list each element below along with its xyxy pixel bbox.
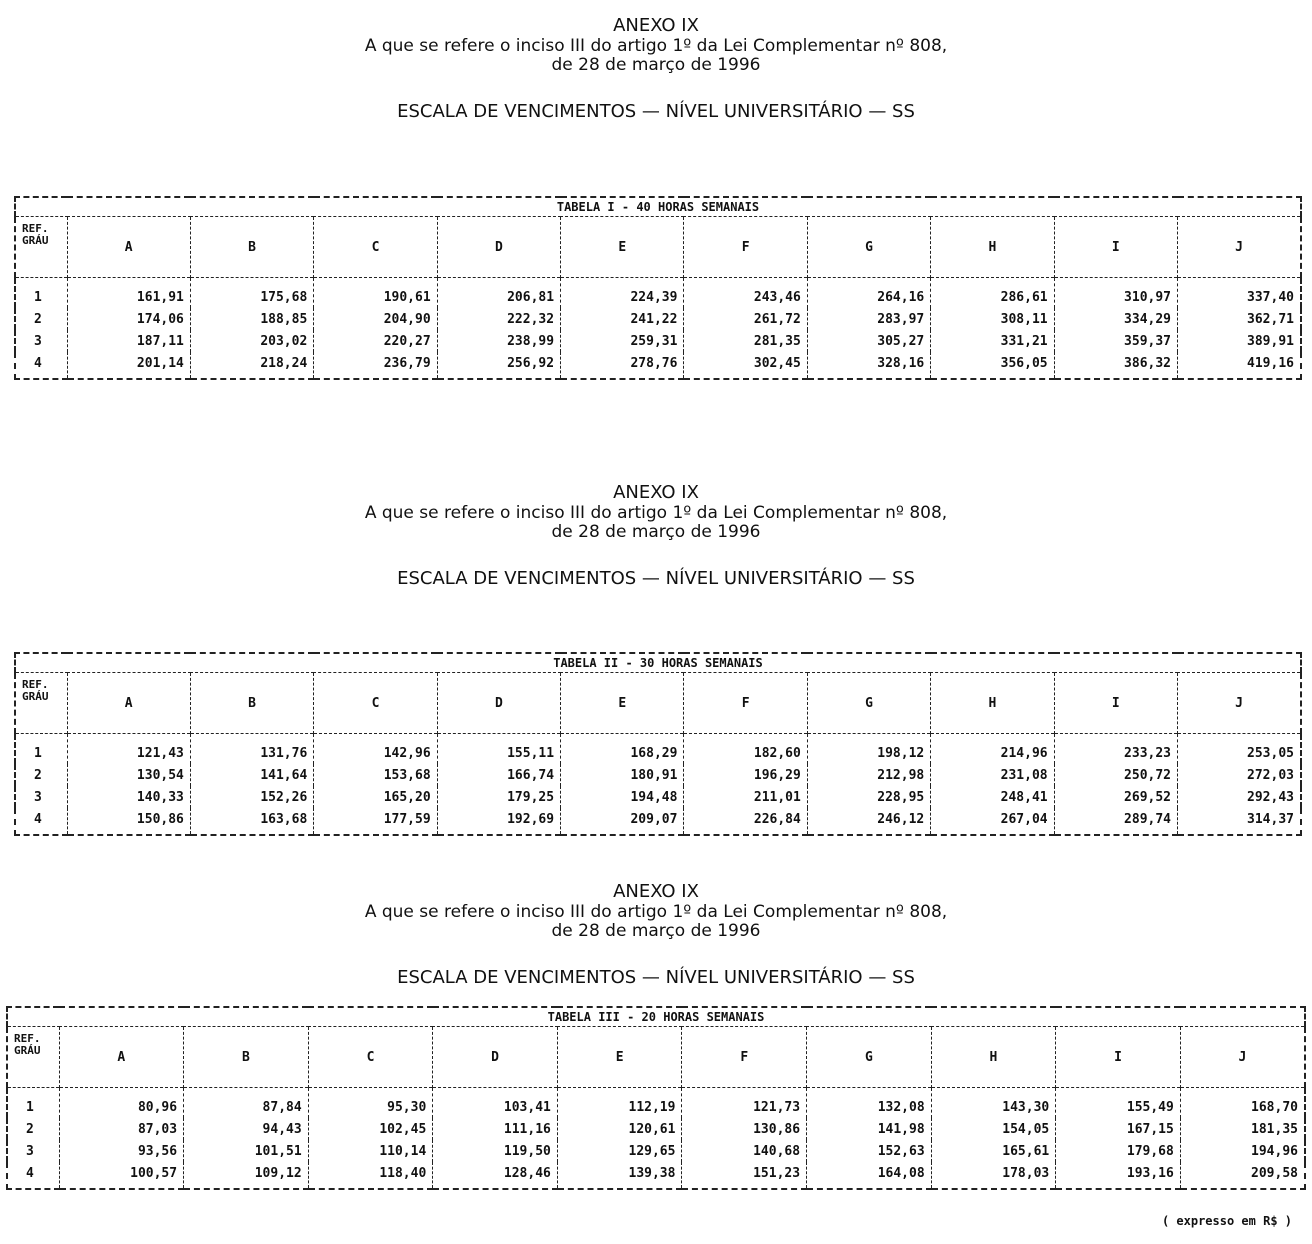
value-cell: 218,24 (190, 352, 313, 379)
reference-line-1: A que se refere o inciso III do artigo 1º da Lei Complementar nº 808, (364, 35, 948, 56)
grau-cell: 1 (15, 734, 67, 765)
value-cell: 110,14 (308, 1140, 433, 1162)
value-cell: 166,74 (437, 764, 560, 786)
grau-cell: 2 (15, 308, 67, 330)
table-row (7, 1118, 1305, 1140)
value-cell: 286,61 (931, 278, 1054, 309)
scale-title: ESCALA DE VENCIMENTOS — NÍVEL UNIVERSITÁRIO — SS (397, 966, 915, 988)
value-cell: 164,08 (807, 1162, 932, 1189)
table-row (15, 734, 1301, 765)
table-row (15, 330, 1301, 352)
value-cell: 272,03 (1178, 764, 1301, 786)
value-cell: 187,11 (67, 330, 190, 352)
value-cell: 233,23 (1054, 734, 1177, 765)
grau-cell: 4 (15, 352, 67, 379)
value-cell: 155,11 (437, 734, 560, 765)
value-cell: 250,72 (1054, 764, 1177, 786)
value-cell: 179,25 (437, 786, 560, 808)
annex-title: ANEXO IX (613, 15, 699, 36)
value-cell: 305,27 (807, 330, 930, 352)
value-cell: 141,64 (190, 764, 313, 786)
value-cell: 201,14 (67, 352, 190, 379)
reference-line-2: de 28 de março de 1996 (551, 522, 761, 543)
value-cell: 267,04 (931, 808, 1054, 835)
column-header: D (433, 1027, 558, 1088)
value-cell: 261,72 (684, 308, 807, 330)
value-cell: 143,30 (931, 1088, 1056, 1119)
grau-cell: 3 (15, 330, 67, 352)
value-cell: 231,08 (931, 764, 1054, 786)
value-cell: 253,05 (1178, 734, 1301, 765)
value-cell: 243,46 (684, 278, 807, 309)
value-cell: 238,99 (437, 330, 560, 352)
salary-table-1 (14, 196, 1302, 380)
column-header: F (684, 217, 807, 278)
value-cell: 154,05 (931, 1118, 1056, 1140)
currency-footnote: ( expresso em R$ ) (1161, 1214, 1292, 1228)
column-header: F (682, 1027, 807, 1088)
value-cell: 119,50 (433, 1140, 558, 1162)
value-cell: 139,38 (557, 1162, 682, 1189)
value-cell: 167,15 (1056, 1118, 1181, 1140)
table-row (7, 1162, 1305, 1189)
value-cell: 163,68 (190, 808, 313, 835)
value-cell: 103,41 (433, 1088, 558, 1119)
value-cell: 153,68 (314, 764, 437, 786)
value-cell: 194,96 (1180, 1140, 1305, 1162)
ref-grau-header: REF. GRÁU (15, 673, 67, 734)
value-cell: 292,43 (1178, 786, 1301, 808)
value-cell: 120,61 (557, 1118, 682, 1140)
value-cell: 204,90 (314, 308, 437, 330)
column-header: J (1178, 217, 1301, 278)
value-cell: 389,91 (1178, 330, 1301, 352)
value-cell: 289,74 (1054, 808, 1177, 835)
grau-cell: 4 (15, 808, 67, 835)
table-caption: TABELA III - 20 HORAS SEMANAIS (7, 1007, 1305, 1027)
value-cell: 281,35 (684, 330, 807, 352)
ref-grau-header: REF. GRÁU (7, 1027, 59, 1088)
value-cell: 211,01 (684, 786, 807, 808)
value-cell: 100,57 (59, 1162, 184, 1189)
column-header: F (684, 673, 807, 734)
value-cell: 152,26 (190, 786, 313, 808)
value-cell: 130,54 (67, 764, 190, 786)
grau-cell: 2 (15, 764, 67, 786)
value-cell: 331,21 (931, 330, 1054, 352)
value-cell: 190,61 (314, 278, 437, 309)
column-header: B (184, 1027, 309, 1088)
table-row (15, 278, 1301, 309)
column-header: I (1056, 1027, 1181, 1088)
value-cell: 220,27 (314, 330, 437, 352)
column-header: I (1054, 217, 1177, 278)
value-cell: 224,39 (561, 278, 684, 309)
column-header: A (59, 1027, 184, 1088)
value-cell: 175,68 (190, 278, 313, 309)
value-cell: 178,03 (931, 1162, 1056, 1189)
column-header: H (931, 217, 1054, 278)
value-cell: 269,52 (1054, 786, 1177, 808)
salary-table-3 (6, 1006, 1306, 1190)
table-row (15, 308, 1301, 330)
value-cell: 356,05 (931, 352, 1054, 379)
reference-line-2: de 28 de março de 1996 (551, 921, 761, 942)
value-cell: 141,98 (807, 1118, 932, 1140)
column-header: C (314, 673, 437, 734)
reference-line-1: A que se refere o inciso III do artigo 1º da Lei Complementar nº 808, (364, 901, 948, 922)
column-header: H (931, 1027, 1056, 1088)
value-cell: 248,41 (931, 786, 1054, 808)
value-cell: 155,49 (1056, 1088, 1181, 1119)
value-cell: 168,70 (1180, 1088, 1305, 1119)
value-cell: 334,29 (1054, 308, 1177, 330)
value-cell: 87,03 (59, 1118, 184, 1140)
value-cell: 87,84 (184, 1088, 309, 1119)
value-cell: 198,12 (807, 734, 930, 765)
salary-table-2 (14, 652, 1302, 836)
value-cell: 337,40 (1178, 278, 1301, 309)
column-header: D (437, 217, 560, 278)
column-header: G (807, 1027, 932, 1088)
value-cell: 80,96 (59, 1088, 184, 1119)
column-header: C (314, 217, 437, 278)
value-cell: 182,60 (684, 734, 807, 765)
value-cell: 193,16 (1056, 1162, 1181, 1189)
value-cell: 109,12 (184, 1162, 309, 1189)
value-cell: 359,37 (1054, 330, 1177, 352)
value-cell: 209,07 (561, 808, 684, 835)
value-cell: 168,29 (561, 734, 684, 765)
value-cell: 328,16 (807, 352, 930, 379)
ref-grau-header: REF. GRÁU (15, 217, 67, 278)
value-cell: 161,91 (67, 278, 190, 309)
value-cell: 302,45 (684, 352, 807, 379)
value-cell: 129,65 (557, 1140, 682, 1162)
column-header: D (437, 673, 560, 734)
table-row (7, 1140, 1305, 1162)
table-row (15, 352, 1301, 379)
table-row (15, 786, 1301, 808)
grau-cell: 3 (7, 1140, 59, 1162)
value-cell: 152,63 (807, 1140, 932, 1162)
table-caption: TABELA I - 40 HORAS SEMANAIS (15, 197, 1301, 217)
value-cell: 308,11 (931, 308, 1054, 330)
column-header: J (1178, 673, 1301, 734)
value-cell: 101,51 (184, 1140, 309, 1162)
grau-cell: 3 (15, 786, 67, 808)
value-cell: 165,20 (314, 786, 437, 808)
value-cell: 209,58 (1180, 1162, 1305, 1189)
value-cell: 196,29 (684, 764, 807, 786)
value-cell: 256,92 (437, 352, 560, 379)
reference-line-1: A que se refere o inciso III do artigo 1º da Lei Complementar nº 808, (364, 502, 948, 523)
value-cell: 259,31 (561, 330, 684, 352)
column-header: G (807, 217, 930, 278)
table-body (15, 278, 1301, 380)
value-cell: 181,35 (1180, 1118, 1305, 1140)
value-cell: 386,32 (1054, 352, 1177, 379)
table-body (7, 1088, 1305, 1190)
value-cell: 132,08 (807, 1088, 932, 1119)
value-cell: 128,46 (433, 1162, 558, 1189)
value-cell: 226,84 (684, 808, 807, 835)
column-header: E (561, 217, 684, 278)
value-cell: 228,95 (807, 786, 930, 808)
column-header: A (67, 217, 190, 278)
table-caption: TABELA II - 30 HORAS SEMANAIS (15, 653, 1301, 673)
value-cell: 93,56 (59, 1140, 184, 1162)
value-cell: 121,73 (682, 1088, 807, 1119)
column-header: B (190, 217, 313, 278)
value-cell: 236,79 (314, 352, 437, 379)
scale-title: ESCALA DE VENCIMENTOS — NÍVEL UNIVERSITÁRIO — SS (397, 567, 915, 589)
value-cell: 112,19 (557, 1088, 682, 1119)
value-cell: 151,23 (682, 1162, 807, 1189)
section-1-heading (0, 16, 1312, 122)
table-row (15, 764, 1301, 786)
column-header: H (931, 673, 1054, 734)
value-cell: 264,16 (807, 278, 930, 309)
value-cell: 192,69 (437, 808, 560, 835)
section-3-heading (0, 882, 1312, 988)
value-cell: 102,45 (308, 1118, 433, 1140)
value-cell: 222,32 (437, 308, 560, 330)
value-cell: 278,76 (561, 352, 684, 379)
value-cell: 314,37 (1178, 808, 1301, 835)
reference-line-2: de 28 de março de 1996 (551, 55, 761, 76)
column-header: J (1180, 1027, 1305, 1088)
table-row (7, 1088, 1305, 1119)
value-cell: 177,59 (314, 808, 437, 835)
value-cell: 206,81 (437, 278, 560, 309)
grau-cell: 1 (15, 278, 67, 309)
value-cell: 94,43 (184, 1118, 309, 1140)
column-header: A (67, 673, 190, 734)
value-cell: 362,71 (1178, 308, 1301, 330)
column-header: E (557, 1027, 682, 1088)
value-cell: 130,86 (682, 1118, 807, 1140)
value-cell: 121,43 (67, 734, 190, 765)
value-cell: 214,96 (931, 734, 1054, 765)
value-cell: 95,30 (308, 1088, 433, 1119)
value-cell: 241,22 (561, 308, 684, 330)
value-cell: 203,02 (190, 330, 313, 352)
value-cell: 111,16 (433, 1118, 558, 1140)
value-cell: 165,61 (931, 1140, 1056, 1162)
column-header: B (190, 673, 313, 734)
grau-cell: 4 (7, 1162, 59, 1189)
value-cell: 150,86 (67, 808, 190, 835)
scale-title: ESCALA DE VENCIMENTOS — NÍVEL UNIVERSITÁRIO — SS (397, 100, 915, 122)
value-cell: 188,85 (190, 308, 313, 330)
column-header: G (807, 673, 930, 734)
value-cell: 246,12 (807, 808, 930, 835)
value-cell: 419,16 (1178, 352, 1301, 379)
value-cell: 142,96 (314, 734, 437, 765)
value-cell: 310,97 (1054, 278, 1177, 309)
value-cell: 140,68 (682, 1140, 807, 1162)
value-cell: 212,98 (807, 764, 930, 786)
grau-cell: 2 (7, 1118, 59, 1140)
table-body (15, 734, 1301, 836)
column-header: E (561, 673, 684, 734)
annex-title: ANEXO IX (613, 881, 699, 902)
grau-cell: 1 (7, 1088, 59, 1119)
section-2-heading (0, 483, 1312, 589)
value-cell: 140,33 (67, 786, 190, 808)
value-cell: 118,40 (308, 1162, 433, 1189)
value-cell: 283,97 (807, 308, 930, 330)
table-row (15, 808, 1301, 835)
value-cell: 131,76 (190, 734, 313, 765)
column-header: C (308, 1027, 433, 1088)
column-header: I (1054, 673, 1177, 734)
value-cell: 174,06 (67, 308, 190, 330)
value-cell: 179,68 (1056, 1140, 1181, 1162)
value-cell: 194,48 (561, 786, 684, 808)
annex-title: ANEXO IX (613, 482, 699, 503)
value-cell: 180,91 (561, 764, 684, 786)
